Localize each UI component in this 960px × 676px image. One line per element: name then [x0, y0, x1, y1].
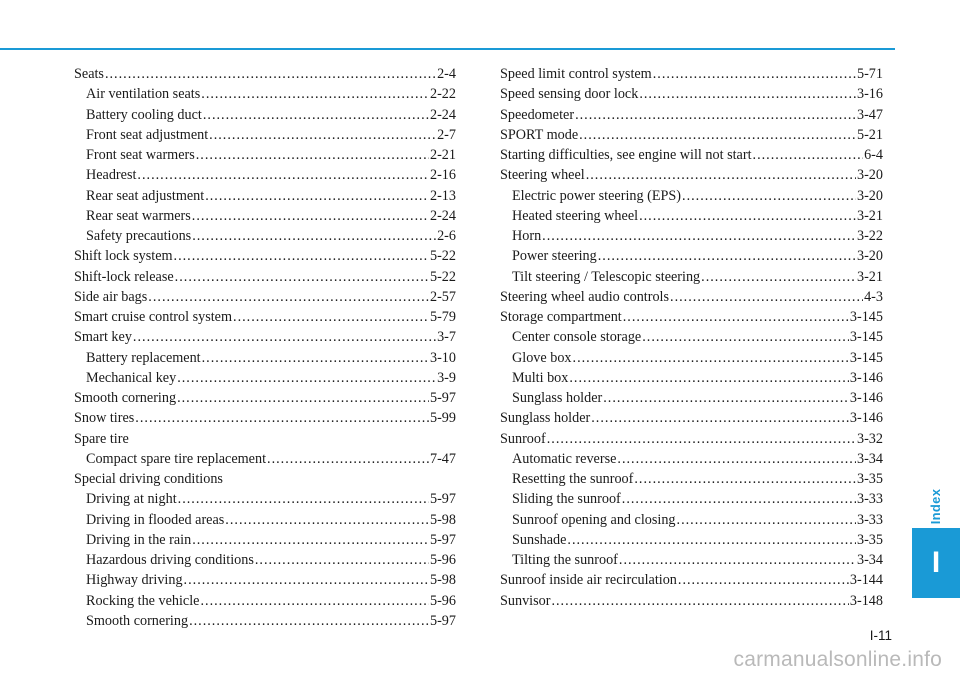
- section-label: [922, 480, 950, 532]
- index-entry[interactable]: [74, 429, 456, 449]
- dot-leader: [653, 64, 856, 84]
- entry-page: 3-145: [849, 309, 883, 325]
- entry-term: Hazardous driving conditions: [86, 552, 254, 568]
- dot-leader: [133, 327, 436, 347]
- entry-page: 5-21: [856, 126, 883, 143]
- dot-leader: [542, 226, 856, 246]
- entry-term: Tilt steering / Telescopic steering: [512, 268, 701, 285]
- entry-page: 2-22: [429, 86, 456, 103]
- entry-term: Speed limit control system: [500, 66, 652, 82]
- index-subentry[interactable]: [500, 186, 883, 206]
- dot-leader: [209, 125, 436, 145]
- section-tab[interactable]: [912, 528, 960, 598]
- index-entry[interactable]: [500, 125, 883, 145]
- entry-term: Heated steering wheel: [512, 207, 639, 224]
- entry-page: 3-20: [856, 248, 883, 265]
- entry-page: 2-7: [437, 126, 456, 143]
- dot-leader: [619, 550, 856, 570]
- entry-term: Safety precautions: [86, 228, 192, 244]
- entry-page: 3-146: [849, 369, 883, 386]
- index-entry[interactable]: [74, 307, 456, 327]
- dot-leader: [639, 206, 856, 226]
- dot-leader: [189, 611, 429, 631]
- entry-term: Sunglass holder: [512, 390, 603, 406]
- entry-term: Sunshade: [512, 531, 567, 548]
- index-columns: [74, 64, 883, 629]
- index-subentry[interactable]: [74, 84, 456, 104]
- entry-term: Mechanical key: [86, 369, 177, 386]
- dot-leader: [586, 165, 856, 185]
- entry-page: 3-33: [856, 511, 883, 528]
- entry-term: Horn: [512, 228, 542, 244]
- entry-term: SPORT mode: [500, 126, 579, 143]
- entry-page: 3-35: [856, 471, 883, 487]
- entry-term: Sunroof opening and closing: [512, 511, 676, 528]
- entry-term: Smooth cornering: [74, 390, 177, 406]
- index-column-left: [74, 64, 456, 631]
- dot-leader: [642, 327, 849, 347]
- entry-term: Shift-lock release: [74, 268, 174, 285]
- entry-term: Smart cruise control system: [74, 309, 233, 325]
- entry-term: Driving at night: [86, 491, 177, 508]
- dot-leader: [753, 145, 864, 165]
- index-entry[interactable]: [74, 408, 456, 428]
- index-subentry[interactable]: [74, 570, 456, 590]
- index-subentry[interactable]: [500, 267, 883, 287]
- entry-term: Electric power steering (EPS): [512, 187, 682, 204]
- dot-leader: [175, 267, 429, 287]
- entry-term: Sunglass holder: [500, 410, 591, 427]
- dot-leader: [137, 165, 429, 185]
- entry-page: 5-22: [429, 268, 456, 285]
- index-subentry[interactable]: [74, 449, 456, 469]
- entry-page: 3-16: [856, 86, 883, 103]
- index-entry[interactable]: [500, 570, 883, 590]
- index-entry[interactable]: [500, 591, 883, 611]
- section-tab-letter: I: [931, 546, 941, 579]
- entry-term: Compact spare tire replacement: [86, 450, 267, 467]
- index-subentry[interactable]: [500, 530, 883, 550]
- index-subentry[interactable]: [74, 611, 456, 631]
- entry-page: 5-97: [429, 612, 456, 629]
- entry-term: Sunvisor: [500, 592, 551, 609]
- entry-term: Rear seat warmers: [86, 207, 191, 224]
- dot-leader: [135, 408, 429, 428]
- dot-leader: [196, 145, 429, 165]
- entry-term: Air ventilation seats: [86, 86, 201, 103]
- entry-page: 5-96: [429, 552, 456, 568]
- entry-page: 5-97: [429, 491, 456, 508]
- index-entry[interactable]: [500, 307, 883, 327]
- entry-page: 3-20: [856, 187, 883, 204]
- dot-leader: [205, 186, 429, 206]
- entry-term: Speed sensing door lock: [500, 86, 639, 103]
- index-subentry[interactable]: [74, 591, 456, 611]
- index-entry[interactable]: [74, 246, 456, 266]
- index-entry[interactable]: [500, 408, 883, 428]
- dot-leader: [579, 125, 856, 145]
- entry-page: 3-144: [849, 572, 883, 589]
- entry-term: Rear seat adjustment: [86, 187, 205, 204]
- entry-page: 3-145: [849, 349, 883, 366]
- dot-leader: [177, 388, 429, 408]
- entry-term: Smart key: [74, 329, 132, 346]
- index-subentry[interactable]: [74, 125, 456, 145]
- index-entry[interactable]: [74, 388, 456, 408]
- dot-leader: [105, 64, 436, 84]
- dot-leader: [567, 530, 856, 550]
- entry-page: 3-32: [856, 430, 883, 447]
- entry-page: 3-7: [437, 329, 456, 346]
- watermark: carmanualsonline.info: [733, 648, 942, 671]
- entry-term: Speedometer: [500, 106, 575, 123]
- index-subentry[interactable]: [500, 348, 883, 368]
- entry-term: Power steering: [512, 248, 597, 265]
- entry-page: 3-34: [856, 552, 883, 568]
- entry-term: Tilting the sunroof: [512, 552, 618, 568]
- dot-leader: [148, 287, 429, 307]
- entry-page: 3-34: [856, 450, 883, 467]
- index-subentry[interactable]: [74, 105, 456, 125]
- dot-leader: [598, 246, 856, 266]
- dot-leader: [670, 287, 863, 307]
- section-label-text: Index: [928, 488, 944, 524]
- index-subentry[interactable]: [500, 368, 883, 388]
- entry-page: 5-71: [856, 66, 883, 82]
- dot-leader: [174, 246, 429, 266]
- index-subentry[interactable]: [74, 489, 456, 509]
- dot-leader: [547, 429, 856, 449]
- entry-page: 5-97: [429, 531, 456, 548]
- dot-leader: [200, 591, 429, 611]
- entry-term: Seats: [74, 66, 104, 82]
- entry-page: 3-20: [856, 167, 883, 184]
- dot-leader: [623, 307, 849, 327]
- index-subentry[interactable]: [500, 510, 883, 530]
- index-entry[interactable]: [74, 287, 456, 307]
- index-subentry[interactable]: [74, 368, 456, 388]
- entry-page: 6-4: [864, 147, 883, 163]
- entry-page: 3-22: [856, 228, 883, 244]
- index-subentry[interactable]: [500, 489, 883, 509]
- entry-page: 3-47: [856, 106, 883, 123]
- index-subentry[interactable]: [74, 206, 456, 226]
- dot-leader: [634, 469, 856, 489]
- index-subentry[interactable]: [74, 186, 456, 206]
- entry-page: 5-98: [429, 511, 456, 528]
- dot-leader: [617, 449, 856, 469]
- entry-term: Center console storage: [512, 329, 642, 346]
- entry-term: Driving in flooded areas: [86, 511, 225, 528]
- dot-leader: [192, 530, 429, 550]
- entry-term: Shift lock system: [74, 248, 173, 265]
- index-entry[interactable]: [500, 287, 883, 307]
- entry-page: 2-24: [429, 106, 456, 123]
- entry-term: Spare tire: [74, 430, 129, 447]
- dot-leader: [192, 206, 429, 226]
- index-subentry[interactable]: [74, 145, 456, 165]
- entry-term: Resetting the sunroof: [512, 471, 634, 487]
- dot-leader: [233, 307, 429, 327]
- dot-leader: [201, 84, 429, 104]
- dot-leader: [569, 368, 849, 388]
- entry-term: Driving in the rain: [86, 531, 192, 548]
- entry-term: Automatic reverse: [512, 450, 617, 467]
- dot-leader: [255, 550, 429, 570]
- entry-term: Storage compartment: [500, 309, 622, 325]
- entry-page: 4-3: [864, 288, 883, 305]
- index-subentry[interactable]: [500, 388, 883, 408]
- entry-page: 3-148: [849, 592, 883, 609]
- dot-leader: [225, 510, 429, 530]
- entry-term: Side air bags: [74, 288, 148, 305]
- entry-page: 3-10: [429, 349, 456, 366]
- dot-leader: [192, 226, 436, 246]
- index-column-right: [500, 64, 883, 611]
- dot-leader: [639, 84, 856, 104]
- entry-page: 2-21: [429, 147, 456, 163]
- entry-page: 2-6: [437, 228, 456, 244]
- dot-leader: [677, 510, 856, 530]
- dot-leader: [184, 570, 429, 590]
- index-subentry[interactable]: [74, 226, 456, 246]
- index-entry[interactable]: [74, 327, 456, 347]
- entry-page: 2-13: [429, 187, 456, 204]
- dot-leader: [177, 368, 436, 388]
- entry-page: 3-145: [849, 329, 883, 346]
- index-entry[interactable]: [500, 105, 883, 125]
- entry-page: 5-99: [429, 410, 456, 427]
- index-subentry[interactable]: [500, 550, 883, 570]
- entry-term: Steering wheel audio controls: [500, 288, 670, 305]
- entry-page: 5-98: [429, 572, 456, 589]
- index-subentry[interactable]: [500, 226, 883, 246]
- entry-term: Glove box: [512, 349, 572, 366]
- index-subentry[interactable]: [500, 449, 883, 469]
- page-number: I-11: [869, 628, 892, 643]
- entry-page: 2-16: [429, 167, 456, 184]
- entry-term: Rocking the vehicle: [86, 592, 200, 609]
- entry-page: 5-79: [429, 309, 456, 325]
- dot-leader: [591, 408, 849, 428]
- index-subentry[interactable]: [500, 206, 883, 226]
- index-entry[interactable]: [500, 429, 883, 449]
- entry-term: Headrest: [86, 167, 137, 184]
- dot-leader: [551, 591, 848, 611]
- entry-term: Battery cooling duct: [86, 106, 202, 123]
- dot-leader: [267, 449, 429, 469]
- entry-page: 3-21: [856, 207, 883, 224]
- entry-term: Sunroof inside air recirculation: [500, 572, 677, 589]
- entry-page: 3-21: [856, 268, 883, 285]
- header-rule: [0, 48, 895, 50]
- index-entry[interactable]: [74, 469, 456, 489]
- index-entry[interactable]: [500, 165, 883, 185]
- index-entry[interactable]: [74, 64, 456, 84]
- dot-leader: [603, 388, 849, 408]
- entry-page: 2-24: [429, 207, 456, 224]
- entry-page: 3-35: [856, 531, 883, 548]
- index-subentry[interactable]: [74, 348, 456, 368]
- index-entry[interactable]: [500, 64, 883, 84]
- dot-leader: [682, 186, 856, 206]
- index-subentry[interactable]: [500, 327, 883, 347]
- entry-term: Battery replacement: [86, 349, 201, 366]
- dot-leader: [573, 348, 849, 368]
- entry-page: 2-57: [429, 288, 456, 305]
- entry-page: 5-97: [429, 390, 456, 406]
- entry-term: Snow tires: [74, 410, 135, 427]
- index-subentry[interactable]: [74, 550, 456, 570]
- entry-page: 3-9: [437, 369, 456, 386]
- dot-leader: [203, 105, 429, 125]
- index-entry[interactable]: [500, 145, 883, 165]
- entry-page: 3-146: [849, 390, 883, 406]
- entry-page: 5-22: [429, 248, 456, 265]
- entry-term: Sliding the sunroof: [512, 491, 621, 508]
- entry-page: 3-146: [849, 410, 883, 427]
- entry-term: Multi box: [512, 369, 569, 386]
- index-subentry[interactable]: [74, 165, 456, 185]
- index-entry[interactable]: [74, 267, 456, 287]
- index-entry[interactable]: [500, 84, 883, 104]
- dot-leader: [575, 105, 856, 125]
- entry-page: 2-4: [437, 66, 456, 82]
- entry-term: Steering wheel: [500, 167, 585, 184]
- index-subentry[interactable]: [74, 530, 456, 550]
- entry-term: Front seat adjustment: [86, 126, 209, 143]
- entry-term: Special driving conditions: [74, 471, 223, 487]
- entry-term: Smooth cornering: [86, 612, 189, 629]
- index-subentry[interactable]: [500, 469, 883, 489]
- entry-term: Sunroof: [500, 430, 546, 447]
- entry-page: 7-47: [429, 450, 456, 467]
- entry-page: 5-96: [429, 592, 456, 609]
- dot-leader: [202, 348, 429, 368]
- index-subentry[interactable]: [500, 246, 883, 266]
- entry-page: 3-33: [856, 491, 883, 508]
- dot-leader: [701, 267, 856, 287]
- index-subentry[interactable]: [74, 510, 456, 530]
- entry-term: Highway driving: [86, 572, 183, 589]
- dot-leader: [178, 489, 429, 509]
- dot-leader: [622, 489, 856, 509]
- dot-leader: [678, 570, 849, 590]
- entry-term: Front seat warmers: [86, 147, 195, 163]
- entry-term: Starting difficulties, see engine will not start: [500, 147, 752, 163]
